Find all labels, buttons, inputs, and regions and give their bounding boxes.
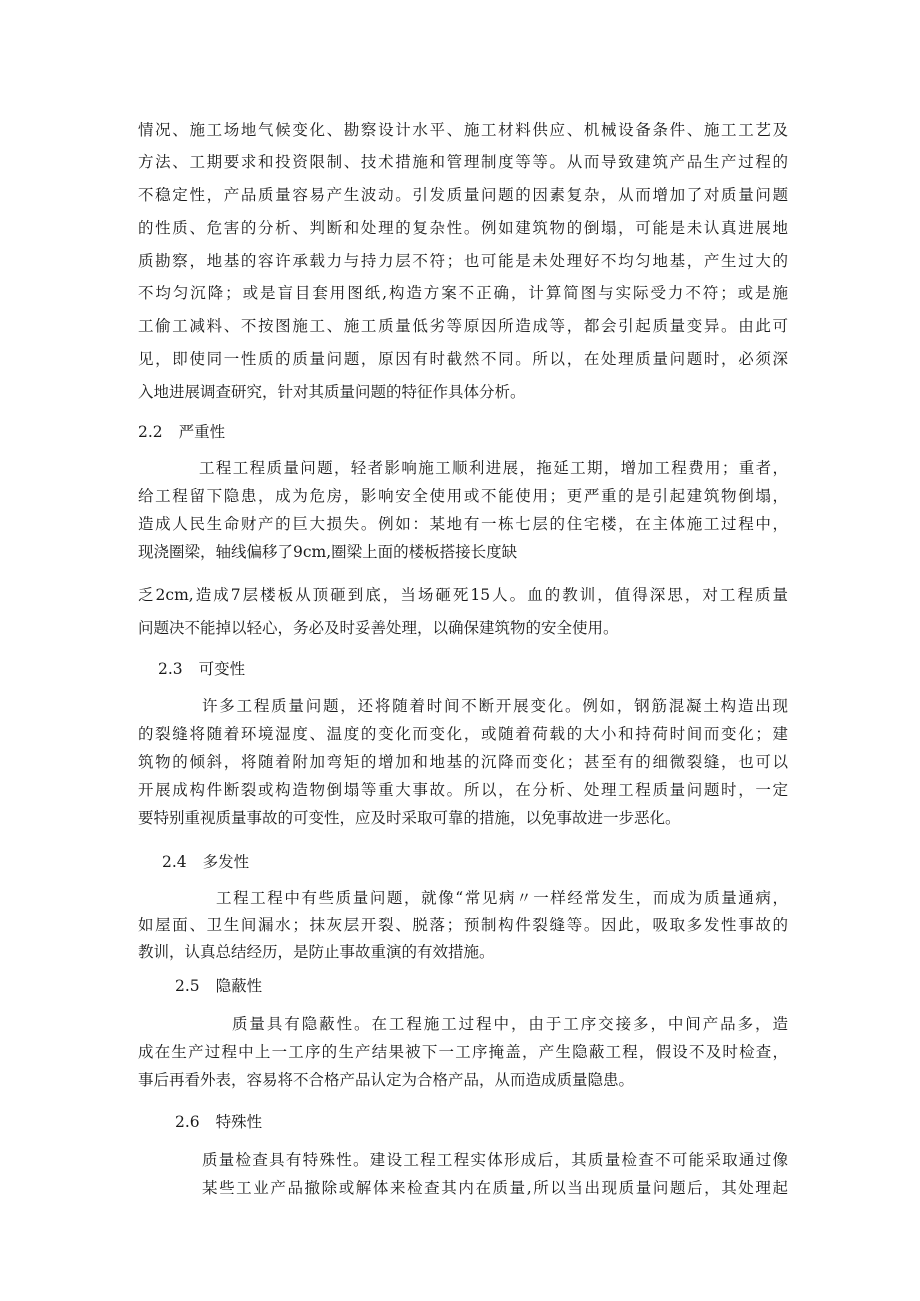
section-title: 特殊性 <box>215 1113 263 1131</box>
paragraph-line: 事后再看外表，容易将不合格产品认定为合格产品，从而造成质量隐患。 <box>138 1071 635 1089</box>
section-heading-2-6 <box>175 1112 262 1132</box>
section-number: 2.3 <box>158 660 183 678</box>
paragraph-line: 质量检查具有特殊性。建设工程工程实体形成后，其质量检查不可能采取通过像 <box>202 1151 788 1169</box>
paragraph-line: 的性质、危害的分析、判断和处理的复杂性。例如建筑物的倒塌，可能是未认真进展地 <box>138 219 788 237</box>
paragraph-line: 问题决不能掉以轻心，务必及时妥善处理，以确保建筑物的安全使用。 <box>138 619 619 637</box>
paragraph-line: 筑物的倾斜，将随着附加弯矩的增加和地基的沉降而变化；甚至有的细微裂缝，也可以 <box>138 753 788 771</box>
section-title: 严重性 <box>178 423 226 441</box>
paragraph-line: 方法、工期要求和投资限制、技术措施和管理制度等等。从而导致建筑产品生产过程的 <box>138 153 788 171</box>
section-title: 隐蔽性 <box>215 977 263 995</box>
section-heading-2-4 <box>162 852 249 872</box>
paragraph-line: 造成人民生命财产的巨大损失。例如：某地有一栋七层的住宅楼，在主体施工过程中， <box>138 515 788 533</box>
paragraph-line: 要特别重视质量事故的可变性，应及时采取可靠的措施，以免事故进一步恶化。 <box>138 809 681 827</box>
paragraph-line: 成在生产过程中上一工序的生产结果被下一工序掩盖，产生隐蔽工程，假设不及时检查， <box>138 1043 788 1061</box>
paragraph-line: 的裂缝将随着环境湿度、温度的变化而变化，或随着荷载的大小和持荷时间而变化；建 <box>138 725 788 743</box>
section-heading-2-3 <box>158 659 245 679</box>
section-heading-2-2 <box>138 422 225 442</box>
paragraph-line: 工程工程质量问题，轻者影响施工顺利进展，拖延工期，增加工程费用；重者， <box>199 459 788 477</box>
paragraph-line: 许多工程质量问题，还将随着时间不断开展变化。例如，钢筋混凝土构造出现 <box>202 697 788 715</box>
paragraph-line: 见，即使同一性质的质量问题，原因有时截然不同。所以，在处理质量问题时，必须深 <box>138 350 788 368</box>
section-title: 可变性 <box>198 660 246 678</box>
paragraph-line: 工偷工减料、不按图施工、施工质量低劣等原因所造成等，都会引起质量变异。由此可 <box>138 317 788 335</box>
section-heading-2-5 <box>175 976 262 996</box>
paragraph-line: 乏2cm,造成7层楼板从顶砸到底，当场砸死15人。血的教训，值得深思，对工程质量 <box>138 586 788 604</box>
paragraph-line: 不均匀沉降；或是盲目套用图纸,构造方案不正确，计算简图与实际受力不符；或是施 <box>138 284 788 302</box>
paragraph-line: 工程工程中有些质量问题，就像“常见病〃一样经常发生，而成为质量通病， <box>216 889 788 907</box>
paragraph-line: 某些工业产品撤除或解体来检查其内在质量,所以当出现质量问题后，其处理起 <box>202 1179 788 1197</box>
section-number: 2.6 <box>175 1113 200 1131</box>
paragraph-line: 情况、施工场地气候变化、勘察设计水平、施工材料供应、机械设备条件、施工工艺及 <box>138 121 788 139</box>
paragraph-line: 质勘察，地基的容许承载力与持力层不符；也可能是未处理好不均匀地基，产生过大的 <box>138 252 788 270</box>
paragraph-line: 开展成构件断裂或构造物倒塌等重大事故。所以，在分析、处理工程质量问题时，一定 <box>138 781 788 799</box>
section-number: 2.5 <box>175 977 200 995</box>
paragraph-line: 现浇圈梁，轴线偏移了9cm,圈梁上面的楼板搭接长度缺 <box>138 543 518 561</box>
section-number: 2.2 <box>138 423 163 441</box>
paragraph-line: 给工程留下隐患，成为危房，影响安全使用或不能使用；更严重的是引起建筑物倒塌， <box>138 487 788 505</box>
paragraph-line: 入地进展调查研究，针对其质量问题的特征作具体分析。 <box>138 383 526 401</box>
section-number: 2.4 <box>162 853 187 871</box>
paragraph-line: 如屋面、卫生间漏水；抹灰层开裂、脱落；预制构件裂缝等。因此，吸取多发性事故的 <box>138 916 788 934</box>
section-title: 多发性 <box>202 853 250 871</box>
paragraph-line: 不稳定性，产品质量容易产生波动。引发质量问题的因素复杂，从而增加了对质量问题 <box>138 186 788 204</box>
paragraph-line: 质量具有隐蔽性。在工程施工过程中，由于工序交接多，中间产品多，造 <box>232 1015 788 1033</box>
paragraph-line: 教训，认真总结经历，是防止事故重演的有效措施。 <box>138 943 495 961</box>
